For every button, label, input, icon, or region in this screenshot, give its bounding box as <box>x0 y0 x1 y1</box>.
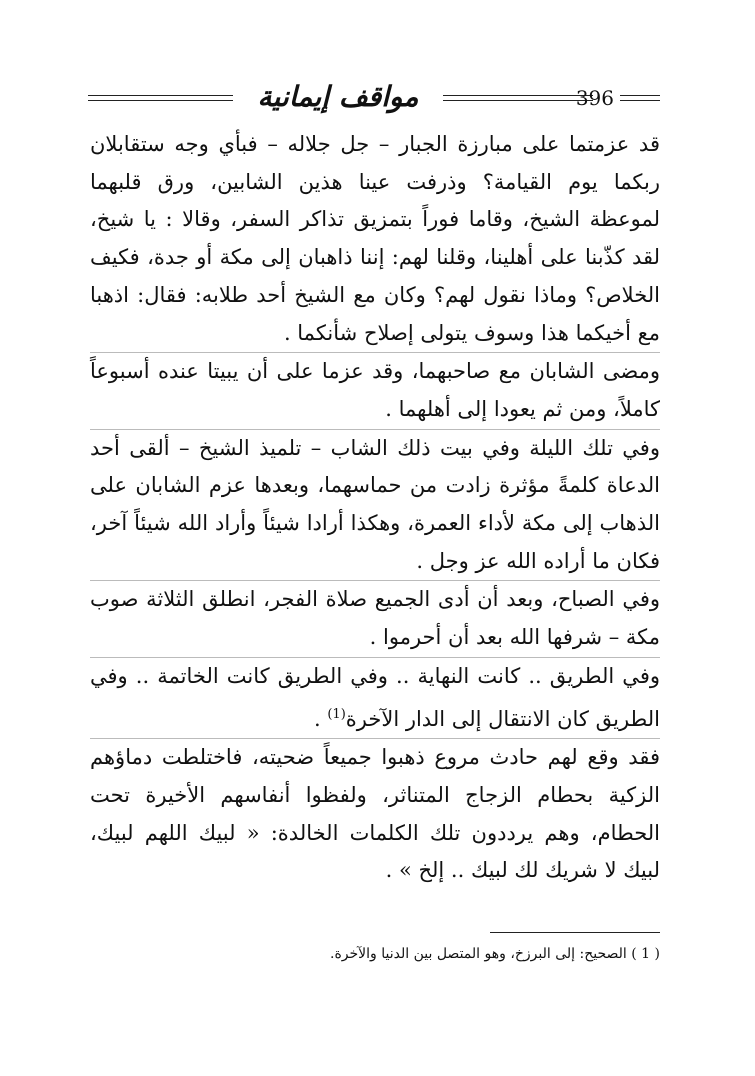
paragraph-5-tail: . <box>313 706 328 731</box>
paragraph-5-text: وفي الطريق .. كانت النهاية .. وفي الطريق كانت الخاتمة .. وفي الطريق كان الانتقال إلى الدار الآخرة <box>90 663 660 731</box>
body-text <box>90 126 660 890</box>
paragraph-5 <box>90 657 660 738</box>
page-header <box>88 82 660 122</box>
footnote-divider <box>490 932 660 933</box>
header-rule-middle <box>443 95 593 101</box>
paragraph-1: قد عزمتما على مبارزة الجبار – جل جلاله – فبأي وجه ستقابلان ربكما يوم القيامة؟ وذرفت عينا هذين الشابين، ورق قلبهما لموعظة الشيخ، وقاما فوراً بتمزيق تذاكر السفر، وقالا : يا شيخ، لقد كذّبنا على أهلينا، وقلنا لهم: إننا ذاهبان إلى مكة أو جدة، فكيف الخلاص؟ وماذا نقول لهم؟ وكان مع الشيخ أحد طلابه: فقال: اذهبا مع أخيكما هذا وسوف يتولى إصلاح شأنكما . <box>90 132 660 345</box>
footnote: ( 1 ) الصحيح: إلى البرزخ، وهو المتصل بين الدنيا والآخرة. <box>330 946 660 962</box>
page-number: 396 <box>575 86 614 110</box>
paragraph-4: وفي الصباح، وبعد أن أدى الجميع صلاة الفجر، انطلق الثلاثة صوب مكة – شرفها الله بعد أن أحرموا . <box>90 580 660 656</box>
paragraph-2: ومضى الشابان مع صاحبهما، وقد عزما على أن يبيتا عنده أسبوعاً كاملاً، ومن ثم يعودا إلى أهلهما . <box>90 352 660 428</box>
running-title: مواقف إيمانية <box>257 80 419 113</box>
header-rule-left <box>88 95 233 101</box>
header-rule-right <box>620 95 660 101</box>
footnote-reference[interactable]: (1) <box>327 706 346 722</box>
paragraph-3: وفي تلك الليلة وفي بيت ذلك الشاب – تلميذ الشيخ – ألقى أحد الدعاة كلمةً مؤثرة زادت من حماسهما، وبعدها عزم الشابان على الذهاب إلى مكة لأداء العمرة، وهكذا أرادا شيئاً وأراد الله شيئاً آخر، فكان ما أراده الله عز وجل . <box>90 429 660 581</box>
paragraph-6: فقد وقع لهم حادث مروع ذهبوا جميعاً ضحيته، فاختلطت دماؤهم الزكية بحطام الزجاج المتناثر، ولفظوا أنفاسهم الأخيرة تحت الحطام، وهم يرددون تلك الكلمات الخالدة: « لبيك اللهم لبيك، لبيك لا شريك لك لبيك .. إلخ » . <box>90 738 660 890</box>
